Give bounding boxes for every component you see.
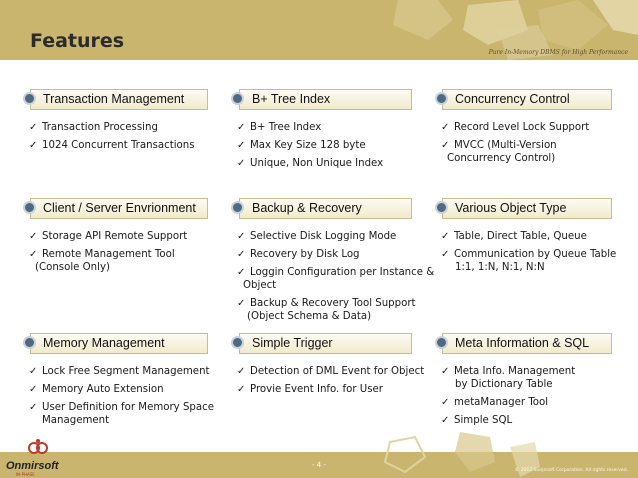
list-item: ✓ Memory Auto Extension — [29, 384, 164, 395]
list-item: ✓ Unique, Non Unique Index — [237, 158, 384, 169]
copyright: © 2012 Sunjesoft Corporation. All rights reserved. — [514, 468, 628, 473]
list-item: ✓ Storage API Remote Support — [29, 231, 188, 242]
check-icon: ✓ — [237, 366, 246, 377]
check-icon: ✓ — [441, 397, 450, 408]
list-item: ✓ User Definition for Memory Space — [29, 402, 214, 413]
section-header-trigger: Simple Trigger — [239, 333, 412, 354]
bullet-dot-icon — [435, 201, 448, 214]
list-item: ✓ Max Key Size 128 byte — [237, 140, 366, 151]
bullet-dot-icon — [435, 336, 448, 349]
check-icon: ✓ — [441, 366, 450, 377]
bullet-dot-icon — [435, 92, 448, 105]
list-item: ✓ B+ Tree Index — [237, 122, 322, 133]
check-icon: ✓ — [237, 122, 246, 133]
check-icon: ✓ — [441, 415, 450, 426]
check-icon: ✓ — [237, 298, 246, 309]
check-icon: ✓ — [441, 140, 450, 151]
list-concurrency — [441, 121, 631, 170]
list-item-continuation: Concurrency Control) — [447, 153, 556, 164]
check-icon: ✓ — [237, 267, 246, 278]
check-icon: ✓ — [237, 384, 246, 395]
bullet-dot-icon — [231, 92, 244, 105]
check-icon: ✓ — [29, 249, 38, 260]
section-header-memory: Memory Management — [30, 333, 208, 354]
check-icon: ✓ — [441, 231, 450, 242]
list-btree — [237, 121, 432, 175]
bullet-dot-icon — [23, 336, 36, 349]
list-item: ✓ Provie Event Info. for User — [237, 384, 383, 395]
list-item-continuation: (Object Schema & Data) — [247, 311, 372, 322]
list-meta — [441, 365, 631, 432]
page-title: Features — [30, 30, 125, 52]
list-object-type — [441, 230, 636, 279]
bullet-dot-icon — [23, 201, 36, 214]
bullet-dot-icon — [231, 201, 244, 214]
section-header-concurrency: Concurrency Control — [442, 89, 612, 110]
list-item: ✓ Detection of DML Event for Object — [237, 366, 425, 377]
list-trigger — [237, 365, 437, 401]
section-header-transaction: Transaction Management — [30, 89, 208, 110]
check-icon: ✓ — [441, 122, 450, 133]
list-item: ✓ Backup & Recovery Tool Support — [237, 298, 416, 309]
list-item: ✓ MVCC (Multi-Version — [441, 140, 557, 151]
list-item: ✓ Loggin Configuration per Instance & — [237, 267, 435, 278]
list-item-continuation: by Dictionary Table — [455, 379, 553, 390]
check-icon: ✓ — [29, 384, 38, 395]
list-item: ✓ Simple SQL — [441, 415, 513, 426]
list-memory — [29, 365, 224, 432]
section-header-backup: Backup & Recovery — [239, 198, 412, 219]
list-backup — [237, 230, 437, 328]
list-item: ✓ Transaction Processing — [29, 122, 158, 133]
list-client-server — [29, 230, 224, 279]
list-transaction — [29, 121, 219, 157]
check-icon: ✓ — [237, 231, 246, 242]
check-icon: ✓ — [29, 231, 38, 242]
list-item: ✓ Selective Disk Logging Mode — [237, 231, 397, 242]
bullet-dot-icon — [231, 336, 244, 349]
list-item-continuation: 1:1, 1:N, N:1, N:N — [455, 262, 545, 273]
list-item-continuation: Management — [42, 415, 110, 426]
check-icon: ✓ — [237, 249, 246, 260]
logo-text: Onmirsoft — [6, 460, 59, 472]
list-item: ✓ Lock Free Segment Management — [29, 366, 210, 377]
section-header-meta: Meta Information & SQL — [442, 333, 612, 354]
check-icon: ✓ — [237, 158, 246, 169]
list-item: ✓ Remote Management Tool — [29, 249, 175, 260]
list-item: ✓ Meta Info. Management — [441, 366, 576, 377]
check-icon: ✓ — [29, 402, 38, 413]
list-item: ✓ Communication by Queue Table — [441, 249, 617, 260]
page-number: - 4 - — [312, 461, 326, 469]
tagline: Pure In-Memory DBMS for High Performance — [488, 49, 628, 56]
check-icon: ✓ — [237, 140, 246, 151]
list-item: ✓ metaManager Tool — [441, 397, 549, 408]
list-item-continuation: (Console Only) — [35, 262, 110, 273]
list-item: ✓ Record Level Lock Support — [441, 122, 590, 133]
section-header-object-type: Various Object Type — [442, 198, 612, 219]
check-icon: ✓ — [29, 122, 38, 133]
list-item: ✓ Table, Direct Table, Queue — [441, 231, 587, 242]
check-icon: ✓ — [441, 249, 450, 260]
list-item: ✓ Recovery by Disk Log — [237, 249, 360, 260]
logo-subtext: IN-PHASE — [16, 472, 35, 477]
list-item-continuation: Object — [243, 280, 277, 291]
section-header-btree: B+ Tree Index — [239, 89, 412, 110]
section-header-client-server: Client / Server Envrionment — [30, 198, 208, 219]
list-item: ✓ 1024 Concurrent Transactions — [29, 140, 195, 151]
bullet-dot-icon — [23, 92, 36, 105]
check-icon: ✓ — [29, 140, 38, 151]
check-icon: ✓ — [29, 366, 38, 377]
